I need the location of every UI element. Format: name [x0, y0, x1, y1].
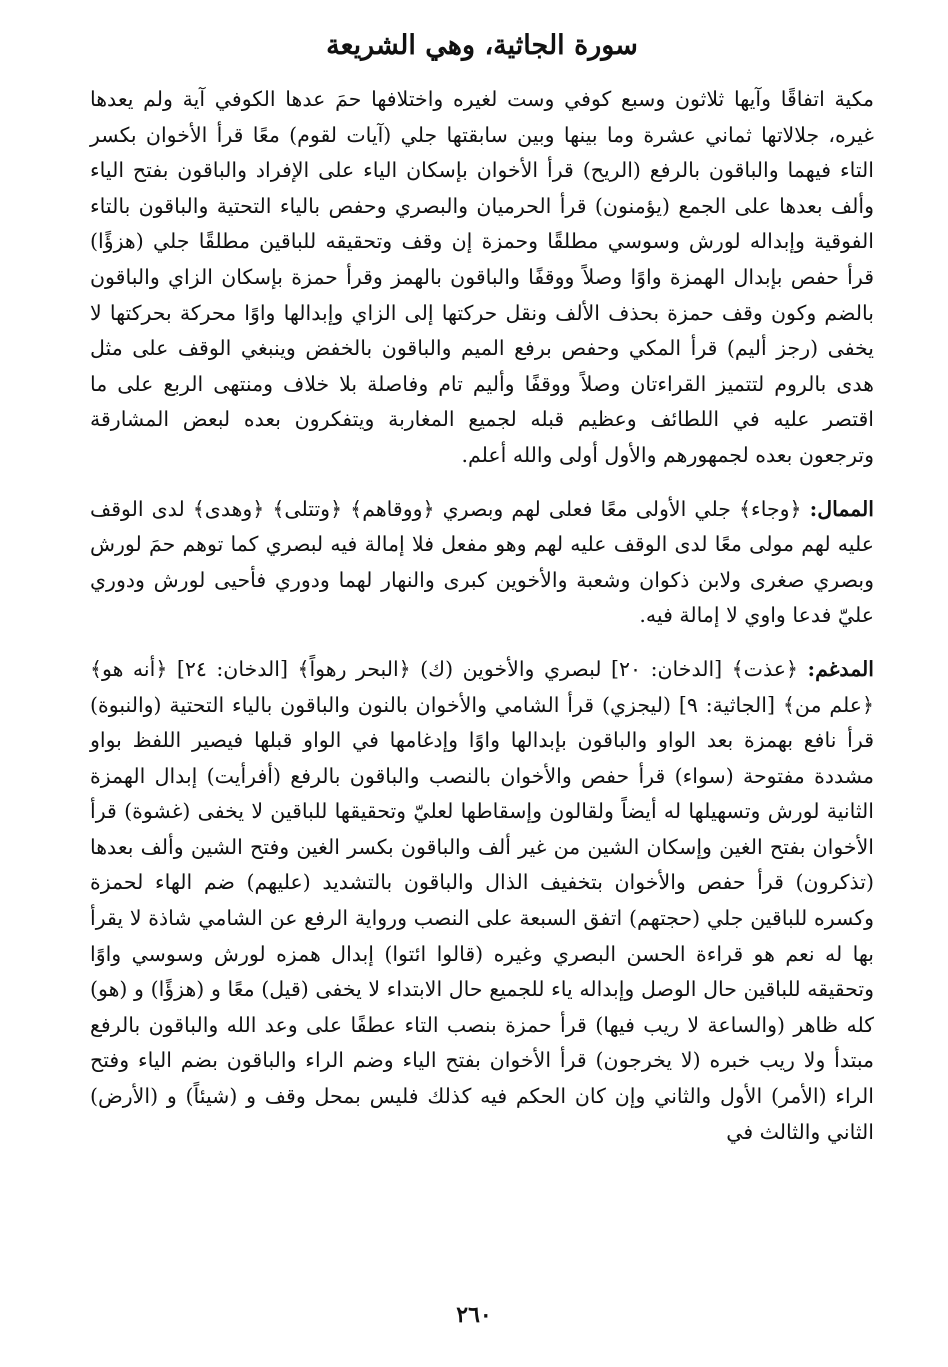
- mumal-paragraph: [90, 492, 874, 634]
- intro-text: مكية اتفاقًا وآيها ثلاثون وسبع كوفي وست لغيره واختلافها حمَ عدها الكوفي آية ولم يعدها غيره، جلالاتها ثماني عشرة وما بينها وبين سابقتها جلي (آيات لقوم) معًا قرأ الأخوان بكسر التاء فيهما والباقون بالرفع (الريح) قرأ الأخوان بإسكان الياء على الإفراد والباقون بفتح الياء وألف بعدها على الجمع (يؤمنون) قرأ الحرميان والبصري وحفص بالياء التحتية والباقون بالتاء الفوقية وإبداله لورش وسوسي مطلقًا وحمزة إن وقف وتحقيقه للباقين مطلقًا جلي (هزؤًا) قرأ حفص بإبدال الهمزة واوًا وصلاً ووقفًا والباقون بالهمز وقرأ حمزة بإسكان الزاي والباقون بالضم وكون وقف حمزة بحذف الألف ونقل حركتها إلى الزاي وإبدالها واوًا محركة بحركتها لا يخفى (رجز أليم) قرأ المكي وحفص برفع الميم والباقون بالخفض وينبغي الوقف على مثل هدى بالروم لتتميز القراءتان وصلاً ووقفًا وأليم تام وفاصلة بلا خلاف ومنتهى الربع على ما اقتصر عليه في اللطائف وعظيم قبله لجميع المغاربة ويتفكرون بعده لبعض المشارقة وترجعون بعده لجمهورهم والأول أولى والله أعلم.: [90, 87, 874, 467]
- mumal-text: ﴿وجاء﴾ جلي الأولى معًا فعلى لهم وبصري ﴿ووقاهم﴾ ﴿وتتلى﴾ ﴿وهدى﴾ لدى الوقف عليه لهم مولى معًا لدى الوقف عليه لهم وهو مفعل فلا إمالة فيه لبصري كما توهم حمَ لورش وبصري صغرى ولابن ذكوان وشعبة والأخوين كبرى والنهار لهما ودوري فأحيى لورش ودوري عليّ فدعا واوي لا إمالة فيه.: [90, 496, 874, 628]
- mudgham-text: ﴿عذت﴾ [الدخان: ٢٠] لبصري والأخوين (ك) ﴿البحر رهواً﴾ [الدخان: ٢٤] ﴿أنه هو﴾ ﴿علم من﴾ [الجاثية: ٩] (ليجزي) قرأ الشامي والأخوان بالنون والباقون بالياء التحتية (والنبوة) قرأ نافع بهمزة بعد الواو والباقون بإبدالها واوًا وإدغامها في الواو قبلها فيصير اللفظ بواو مشددة مفتوحة (سواء) قرأ حفص والأخوان بالنصب والباقون بالرفع (أفرأيت) إبدال الهمزة الثانية لورش وتسهيلها له أيضاً ولقالون وإسقاطها لعليّ وتحقيقها للباقين لا يخفى (غشوة) قرأ الأخوان بفتح الغين وإسكان الشين من غير ألف والباقون بكسر الغين وفتح الشين وألف بعدها (تذكرون) قرأ حفص والأخوان بتخفيف الذال والباقون بالتشديد (عليهم) ضم الهاء لحمزة وكسره للباقين جلي (حجتهم) اتفق السبعة على النصب ورواية الرفع عن الشامي شاذة لا يقرأ بها له نعم هو قراءة الحسن البصري وغيره (قالوا ائتوا) إبدال همزه لورش وسوسي واوًا وتحقيقه للباقين حال الوصل وإبداله ياء للجميع حال الابتداء لا يخفى (قيل) معًا و (هزؤًا) و (هو) كله ظاهر (والساعة لا ريب فيها) قرأ حمزة بنصب التاء عطفًا على وعد الله والباقون بالرفع مبتدأ ولا ريب خبره (لا يخرجون) قرأ الأخوان بفتح الياء وضم الراء والباقون بضم الياء وفتح الراء (الأمر) الأول والثاني وإن كان الحكم فيه كذلك فليس بمحل وقف و (شيئاً) و (الأرض) الثاني والثالث في: [90, 656, 875, 1144]
- intro-paragraph: [90, 82, 874, 474]
- page: [90, 24, 874, 1367]
- page-number: ٢٦٠: [456, 1302, 492, 1328]
- section-gap: [90, 634, 874, 652]
- surah-title: سورة الجاثية، وهي الشريعة: [326, 30, 638, 61]
- mudgham-paragraph: [90, 652, 874, 1150]
- mumal-heading: الممال:: [809, 496, 874, 521]
- mudgham-heading: المدغم:: [807, 656, 874, 681]
- section-gap: [90, 474, 874, 492]
